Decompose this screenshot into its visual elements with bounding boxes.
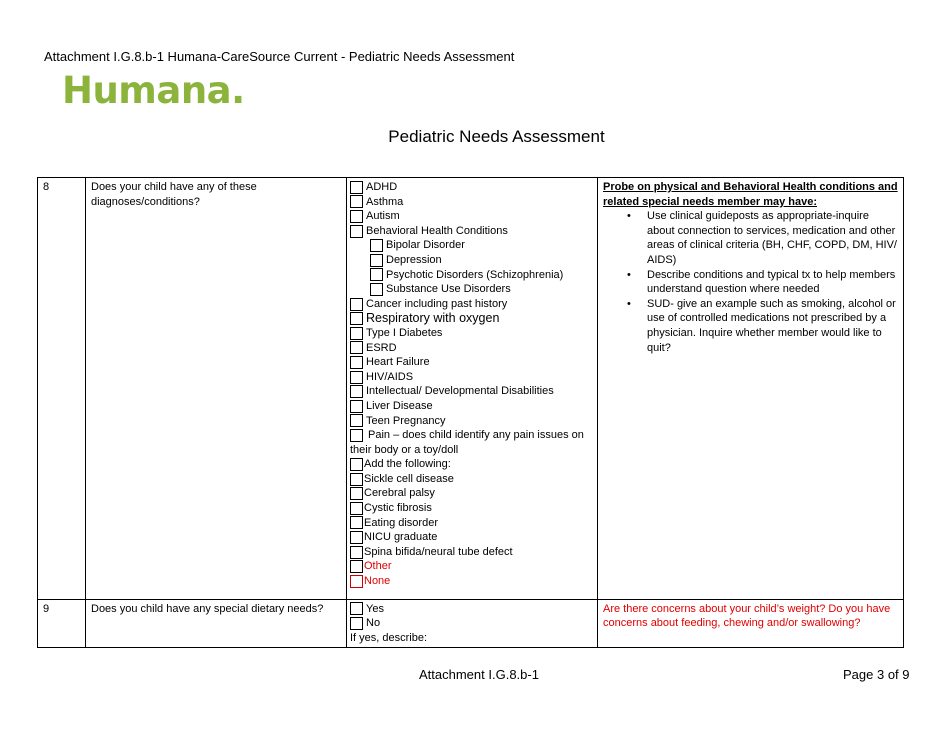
- humana-logo: [62, 69, 245, 112]
- option-type1-diabetes[interactable]: [350, 326, 595, 341]
- option-label: Cerebral palsy: [364, 487, 435, 500]
- list-item: • Use clinical guideposts as appropriate-inquire about connection to services, medication and other areas of clinical criteria (BH, CHF, COPD, DM, HIV/ AIDS): [603, 209, 898, 267]
- option-hiv[interactable]: [350, 370, 595, 385]
- option-asthma[interactable]: [350, 195, 595, 210]
- option-bipolar[interactable]: [350, 238, 595, 253]
- option-eating-disorder[interactable]: [350, 516, 595, 531]
- table-row: [38, 599, 904, 648]
- option-depression[interactable]: [350, 253, 595, 268]
- option-label: Behavioral Health Conditions: [366, 224, 508, 237]
- option-label: Yes: [366, 602, 384, 615]
- probe-guidance: [598, 178, 904, 600]
- checkbox[interactable]: [350, 356, 363, 369]
- option-label: None: [364, 575, 391, 588]
- option-label: Add the following:: [364, 458, 451, 471]
- checkbox[interactable]: [370, 239, 383, 252]
- option-label: Type I Diabetes: [366, 326, 443, 339]
- checkbox[interactable]: [350, 575, 363, 588]
- checkbox[interactable]: [350, 341, 363, 354]
- option-cystic-fibrosis[interactable]: [350, 501, 595, 516]
- option-spina-bifida[interactable]: [350, 545, 595, 560]
- checkbox[interactable]: [350, 502, 363, 515]
- checkbox[interactable]: [350, 400, 363, 413]
- option-label: Psychotic Disorders (Schizophrenia): [386, 268, 564, 281]
- checkbox[interactable]: [370, 268, 383, 281]
- option-nicu[interactable]: [350, 530, 595, 545]
- option-respiratory[interactable]: [350, 311, 595, 326]
- option-label: Teen Pregnancy: [366, 414, 446, 427]
- option-behavioral-health[interactable]: [350, 224, 595, 239]
- checkbox[interactable]: [350, 298, 363, 311]
- checkbox[interactable]: [350, 531, 363, 544]
- checkbox[interactable]: [370, 283, 383, 296]
- option-label: Spina bifida/neural tube defect: [364, 545, 513, 558]
- option-sickle-cell[interactable]: [350, 472, 595, 487]
- table-row: [38, 178, 904, 600]
- list-item: • SUD- give an example such as smoking, alcohol or use of controlled medications not prescribed by a physician. Inquire whether member would like to quit?: [603, 297, 898, 355]
- option-add-following[interactable]: [350, 457, 595, 472]
- checkbox[interactable]: [350, 617, 363, 630]
- checkbox[interactable]: [350, 414, 363, 427]
- checkbox[interactable]: [350, 312, 363, 325]
- option-adhd[interactable]: [350, 180, 595, 195]
- describe-label: If yes, describe:: [350, 631, 428, 644]
- option-teen-pregnancy[interactable]: [350, 414, 595, 429]
- answer-options: [347, 599, 598, 648]
- checkbox[interactable]: [350, 210, 363, 223]
- option-label: Liver Disease: [366, 399, 433, 412]
- option-label: NICU graduate: [364, 531, 438, 544]
- question-number: 9: [38, 599, 86, 648]
- question-text: Does your child have any of these diagnoses/conditions?: [86, 178, 347, 600]
- option-label: Substance Use Disorders: [386, 283, 511, 296]
- option-label: Asthma: [366, 195, 404, 208]
- option-other[interactable]: [350, 559, 595, 574]
- option-label: Cystic fibrosis: [364, 502, 432, 515]
- page-title: Pediatric Needs Assessment: [388, 127, 605, 146]
- option-label: Intellectual/ Developmental Disabilities: [366, 385, 554, 398]
- option-label: Cancer including past history: [366, 297, 508, 310]
- list-item: • Describe conditions and typical tx to help members understand question where needed: [603, 268, 898, 297]
- probe-note: Are there concerns about your child’s weight? Do you have concerns about feeding, chewing and/or swallowing?: [598, 599, 904, 648]
- assessment-table: [37, 177, 904, 648]
- checkbox[interactable]: [350, 602, 363, 615]
- option-psychotic[interactable]: [350, 268, 595, 283]
- option-pain[interactable]: [350, 428, 595, 443]
- option-label: Pain – does child identify any pain issues on: [368, 429, 584, 442]
- option-label: HIV/AIDS: [366, 370, 414, 383]
- question-text: Does you child have any special dietary needs?: [86, 599, 347, 648]
- option-esrd[interactable]: [350, 341, 595, 356]
- option-label: Autism: [366, 210, 400, 223]
- question-number: 8: [38, 178, 86, 600]
- option-heart-failure[interactable]: [350, 355, 595, 370]
- logo-text: Humana: [62, 69, 232, 112]
- option-label: Other: [364, 560, 392, 573]
- probe-title: Probe on physical and Behavioral Health conditions and related special needs member may have:: [603, 181, 898, 208]
- checkbox[interactable]: [350, 487, 363, 500]
- answer-options: [347, 178, 598, 600]
- option-pain-continued: their body or a toy/doll: [350, 443, 459, 456]
- option-label: Sickle cell disease: [364, 472, 454, 485]
- option-autism[interactable]: [350, 209, 595, 224]
- checkbox[interactable]: [350, 473, 363, 486]
- checkbox[interactable]: [350, 195, 363, 208]
- logo-dot: .: [231, 69, 245, 112]
- option-no[interactable]: [350, 616, 595, 631]
- option-substance[interactable]: [350, 282, 595, 297]
- probe-list: [603, 209, 898, 355]
- checkbox[interactable]: [350, 560, 363, 573]
- option-label: Respiratory with oxygen: [366, 311, 500, 326]
- option-label: Depression: [386, 253, 442, 266]
- checkbox[interactable]: [350, 458, 363, 471]
- document-header: Attachment I.G.8.b-1 Humana-CareSource Current - Pediatric Needs Assessment: [44, 49, 515, 64]
- option-label: Eating disorder: [364, 516, 438, 529]
- page-number: Page 3 of 9: [843, 667, 910, 682]
- option-label: ADHD: [366, 181, 398, 193]
- checkbox[interactable]: [350, 371, 363, 384]
- option-liver[interactable]: [350, 399, 595, 414]
- option-cerebral-palsy[interactable]: [350, 486, 595, 501]
- option-label: Bipolar Disorder: [386, 239, 465, 252]
- checkbox[interactable]: [350, 181, 363, 194]
- option-label: ESRD: [366, 341, 397, 354]
- checkbox[interactable]: [370, 254, 383, 267]
- checkbox[interactable]: [350, 225, 363, 238]
- checkbox[interactable]: [350, 516, 363, 529]
- checkbox[interactable]: [350, 429, 363, 442]
- option-label: No: [366, 617, 381, 630]
- checkbox[interactable]: [350, 385, 363, 398]
- checkbox[interactable]: [350, 546, 363, 559]
- option-label: Heart Failure: [366, 356, 430, 369]
- option-idd[interactable]: [350, 384, 595, 399]
- option-cancer[interactable]: [350, 297, 595, 312]
- option-yes[interactable]: [350, 602, 595, 617]
- checkbox[interactable]: [350, 327, 363, 340]
- footer-attachment: Attachment I.G.8.b-1: [419, 667, 539, 682]
- option-none[interactable]: [350, 574, 595, 589]
